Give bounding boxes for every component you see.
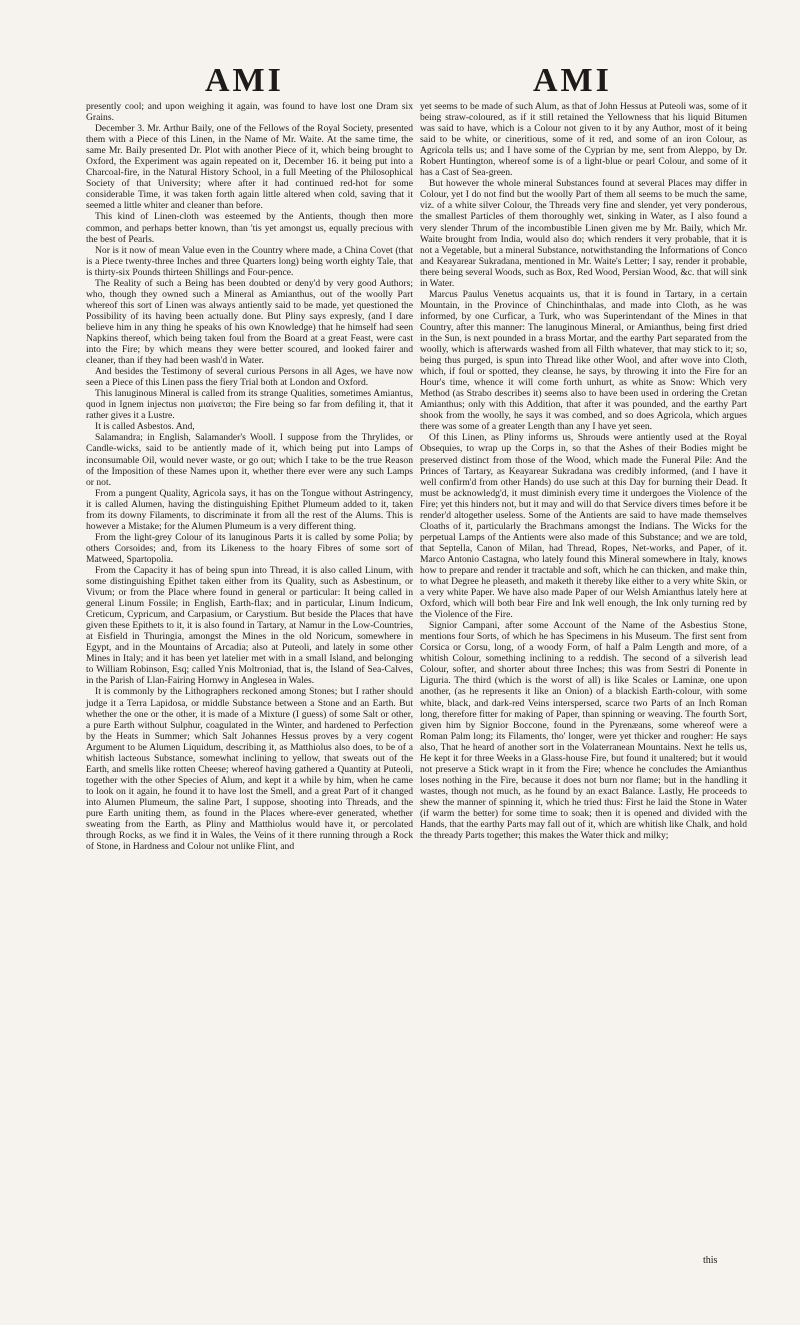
paragraph: It is commonly by the Lithographers reckoned among Stones; but I rather should judge it a Terra Lapidosa, or middle Substance between a Stone and an Earth. But whether the one or the other, it is made of a Mixture (I guess) of some Salt or other, a pure Earth without Sulphur, coagulated in the Winter, and hardened to Perfection by the Heats in Summer; which Salt Johannes Hessus proves by a very cogent Argument to be Alumen Liquidum, describing it, as Matthiolus also does, to be of a whitish lacteous Substance, somewhat inclining to yellow, that sweats out of the Earth, and smells like rotten Cheese; whereof having gathered a Quantity at Puteoli, together with the other Species of Alum, and kept it a while by him, when he came to look on it again, he found it to have lost the Smell, and a great Part of it changed into Alumen Plumeum, the saline Part, I suppose, shooting into Threads, and the pure Earth uniting them, as found in the Places where-ever generated, whether sweating from the Earth, as Pliny and Matthiolus would have it, or percolated through Rocks, as we find it in Wales, the Veins of it there running through a Rock of Stone, in Hardness and Colour not unlike Flint, and (86, 686, 413, 853)
left-column (86, 101, 413, 852)
paragraph: But however the whole mineral Substances found at several Places may differ in Colour, yet I do not find but the woolly Part of them all seems to be much the same, viz. of a white silver Colour, the Threads very fine and slender, yet very ponderous, the smallest Particles of them thoroughly wet, sinking in Water, as I also found a very slender Thrum of the incombustible Linen given me by Mr. Baily, which Mr. Waite brought from India, would also do; which renders it very probable, that it is not a Vegetable, but a mineral Substance, notwithstanding the Informations of Conco and Keayarear Sukradana, mentioned in Mr. Waite's Letter; I say, render it probable, there being several Woods, such as Box, Red Wood, Persian Wood, &c. that will sink in Water. (420, 178, 747, 289)
paragraph: yet seems to be made of such Alum, as that of John Hessus at Puteoli was, some of it being straw-coloured, as if it still retained the Yellowness that his liquid Bitumen was said to have, which is a Colour not given to it by any Author, most of it being said to be white, or cineritious, some of it red, and some of an iron Colour, as Agricola tells us; and I have some of the Cyprian by me, sent from Aleppo, by Dr. Robert Huntington, whereof some is of a light-blue or pearl Colour, and some of it has a Cast of Sea-green. (420, 101, 747, 179)
catchword: this (703, 1255, 718, 1266)
paragraph: Salamandra; in English, Salamander's Wooll. I suppose from the Thrylides, or Candle-wicks, said to be antiently made of it, which being put into Lamps of inconsumable Oil, would never waste, or go out; which I take to be the true Reason of the Imposition of these Names upon it, whether there ever were any such Lamps or not. (86, 432, 413, 488)
paragraph: presently cool; and upon weighing it again, was found to have lost one Dram six Grains. (86, 101, 413, 124)
paragraph: It is called Asbestos. And, (95, 421, 195, 433)
running-head (0, 62, 800, 102)
paragraph: From the light-grey Colour of its lanuginous Parts it is called by some Polia; by others Corsoides; and, from its Likeness to the hoary Fibres of some sort of Matweed, Spartopolia. (86, 531, 413, 565)
paragraph: From a pungent Quality, Agricola says, it has on the Tongue without Astringency, it is called Alumen, having the distinguishing Epithet Plumeum added to it, taken from its downy Filaments, to discriminate it from all the rest of the Alums. This is however a Mistake; for the Alumen Plumeum is a very different thing. (86, 487, 413, 532)
running-head-right: AMI (533, 62, 612, 99)
paragraph: Nor is it now of mean Value even in the Country where made, a China Covet (that is a Piece twenty-three Inches and three Quarters long) being worth eighty Tale, that is thirty-six Pounds thirteen Shillings and Four-pence. (86, 244, 413, 278)
paragraph: Of this Linen, as Pliny informs us, Shrouds were antiently used at the Royal Obsequies, to wrap up the Corps in, so that the Ashes of their Bodies might be preserved distinct from those of the Wood, which made the Funeral Pile: And the Princes of Tartary, as Keayarear Sukradana was credibly informed, (and I have it well confirm'd from other Hands) do use such at this Day for burning their Dead. It must be acknowledg'd, it must diminish every time it undergoes the Violence of the Fire; yet this hinders not, but it may and will do that Service divers times before it be render'd altogether useless. Some of the Antients are said to have made themselves Cloaths of it, particularly the Brachmans amongst the Indians. The Wicks for the perpetual Lamps of the Antients were also made of this Substance; and we are told, that Septella, Canon of Milan, had Thread, Ropes, Net-works, and Paper, of it. Marco Antonio Castagna, who lately found this Mineral somewhere in Italy, knows how to prepare and render it tractable and soft, which he can thicken, and make thin, to what Degree he pleaseth, and maketh it thereby like either to a very white Skin, or a very white Paper. We have also made Paper of our Welsh Amianthus lately here at Oxford, which will both bear Fire and Ink well enough, the Ink only turning red by the Violence of the Fire. (420, 432, 747, 621)
paragraph: This lanuginous Mineral is called from its strange Qualities, sometimes Amiantus, quod in Ignem injectus non μιαίνεται; the Fire being so far from defiling it, that it rather gives it a Lustre. (86, 388, 413, 422)
running-head-left: AMI (205, 62, 284, 99)
paragraph: Signior Campani, after some Account of the Name of the Asbestius Stone, mentions four Sorts, of which he has Specimens in his Museum. The first sent from Corsica or Corsu, long, of a woody Form, of half a Palm Length and more, of a whitish Colour, something inclining to a reddish. The second of a silverish lead Colour, softer, and shorter about three Inches; this was from Sestri di Ponente in Liguria. The third (which is the worst of all) is like Scales or Laminæ, one upon another, (as he represents it like an Onion) of a blackish Earth-colour, with some white, black, and dark-red Veins interspersed, scarce two Parts of an Inch Roman long, therefore fitter for making of Paper, than spinning or weaving. The fourth Sort, given him by Signior Boccone, found in the Pyrenæans, some whereof were a Roman Palm long; its Filaments, tho' longer, were yet thicker and rougher: He says also, That he heard of another sort in the Volaterranean Mountains. Next he tells us, He kept it for three Weeks in a Glass-house Fire, but found it unaltered; but it would not preserve a Stick wrapt in it from the Fire; whence he concludes the Amianthus loses nothing in the Fire, because it does not burn nor flame; but in the handling it wastes, though not much, as he found by an exact Balance. Lastly, He proceeds to shew the manner of spinning it, which he tried thus: First he laid the Stone in Water (if warm the better) for some time to soak; then it is opened and divided with the Hands, that the earthy Parts may fall out of it, which are whitish like Chalk, and hold the thready Parts together; this makes the Water thick and milky; (420, 620, 747, 842)
paragraph: December 3. Mr. Arthur Baily, one of the Fellows of the Royal Society, presented them with a Piece of this Linen, in the Name of Mr. Waite. At the same time, the same Mr. Baily presented Dr. Plot with another Piece of it, which being brought to Oxford, the Experiment was again repeated on it, December 16. it being put into a Charcoal-fire, in the Natural History School, in a full Meeting of the Philosophical Society of that University; where after it had continued red-hot for some considerable Time, it was taken forth again little altered when cold, saving that it seemed a little whiter and cleaner than before. (86, 123, 413, 212)
paragraph: From the Capacity it has of being spun into Thread, it is also called Linum, with some distinguishing Epithet taken either from its Quality, such as Asbestinum, or Vivum; or from the Place where found in general or particular: It being called in general Linum Fossile; in English, Earth-flax; and in particular, Linum Indicum, Creticum, Cypricum, and Carpasium, or Carystium. But beside the Places that have given these Epithets to it, it is also found in Tartary, at Namur in the Low-Countries, at Eisfield in Thuringia, amongst the Mines in the old Noricum, somewhere in Egypt, and in the Mountains of Arcadia; also at Puteoli, and lately in some other Mines in Italy; and it has been yet latelier met with in a small Island, and belonging to William Robinson, Esq; called Ynis Moltroniad, that is, the Island of Sea-Calves, in the Parish of Llan-Fairing Hornwy in Anglesea in Wales. (86, 564, 413, 687)
paragraph: Marcus Paulus Venetus acquaints us, that it is found in Tartary, in a certain Mountain, in the Province of Chinchinthalas, and made into Cloth, as he was informed, by one Curficar, a Turk, who was Superintendant of the Mines in that Country, after this manner: The lanuginous Mineral, or Amianthus, being first dried in the Sun, is next pounded in a brass Mortar, and the earthy Part separated from the woolly, which is afterwards washed from all Filth whatever, that may stick to it; so, being thus purged, is spun into Thread like other Wool, and after wove into Cloth, which, if foul or spotted, they cleanse, he says, by throwing it into the Fire for an Hour's time, whence it will come forth unhurt, as white as Snow: Which very Method (as Strabo describes it) seems also to have been used in ordering the Cretan Amianthus; only with this Addition, that after it was pounded, and the earthy Part shook from the woolly, he says it was combed, and so does Agricola, which argues there was some of a greater Length than any I have yet seen. (420, 288, 747, 433)
paragraph: And besides the Testimony of several curious Persons in all Ages, we have now seen a Piece of this Linen pass the fiery Trial both at London and Oxford. (86, 366, 413, 389)
paragraph: The Reality of such a Being has been doubted or deny'd by very good Authors; who, though they owned such a Mineral as Amianthus, out of the woolly Part whereof this sort of Linen was always antiently said to be made, yet questioned the Possibility of its having been actually done. But Pliny says expresly, (and I dare believe him in any thing he speaks of his own Knowledge) that he himself had seen Napkins thereof, which being taken foul from the Board at a great Feast, were cast into the Fire; by which means they were better scoured, and looked fairer and cleaner, than if they had been wash'd in Water. (86, 277, 413, 367)
paragraph: This kind of Linen-cloth was esteemed by the Antients, though then more common, and perhaps better known, than 'tis yet amongst us, equally precious with the best of Pearls. (86, 211, 413, 245)
right-column (420, 101, 747, 841)
